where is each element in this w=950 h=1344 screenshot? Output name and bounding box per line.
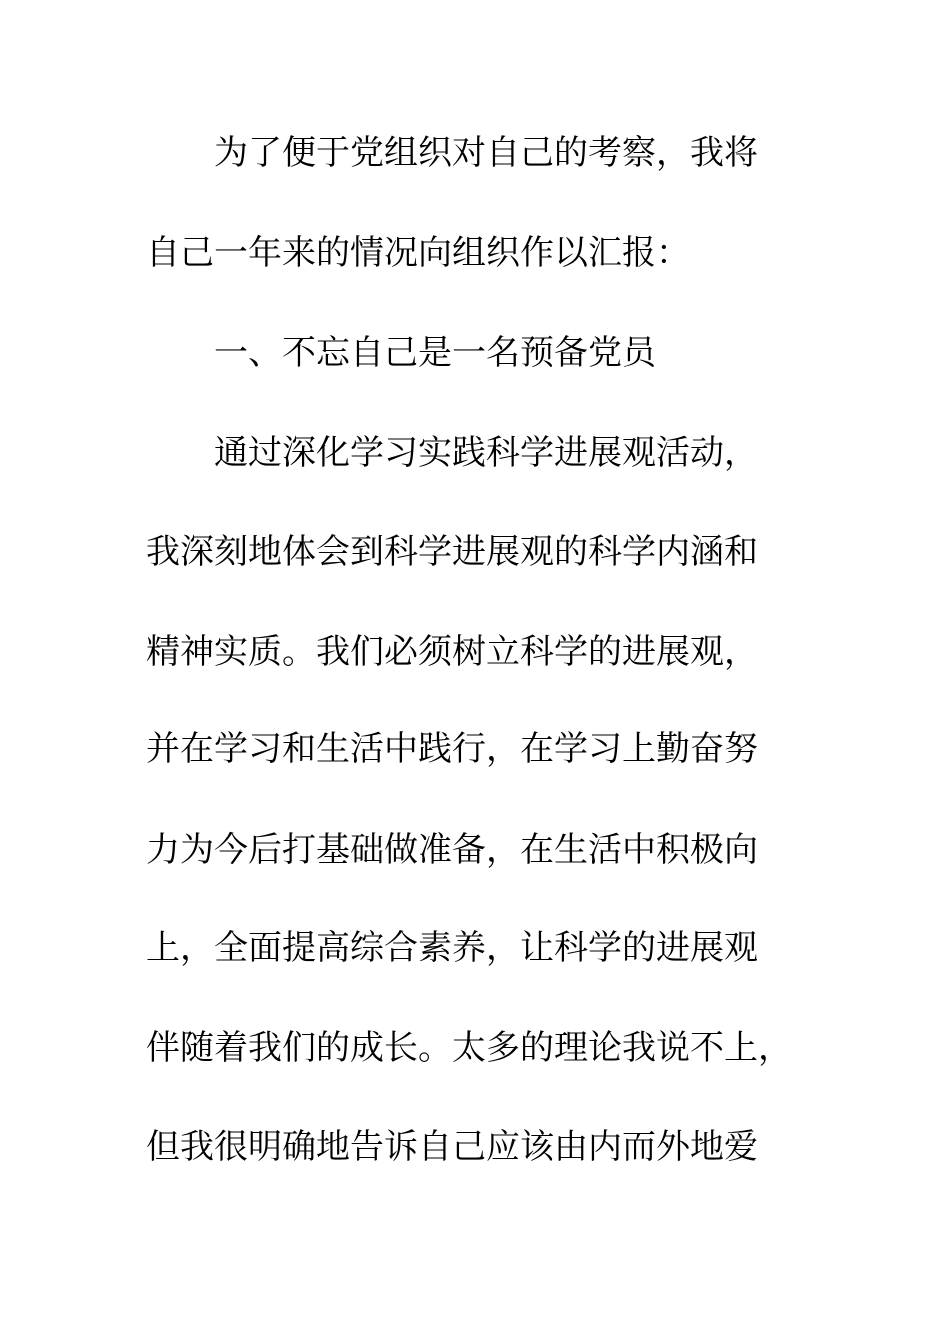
text-line-4: 通过深化学习实践科学进展观活动， — [214, 433, 758, 473]
text-line-1: 为了便于党组织对自己的考察，我将 — [214, 133, 758, 173]
text-line-5: 我深刻地体会到科学进展观的科学内涵和 — [146, 532, 758, 572]
text-line-6: 精神实质。我们必须树立科学的进展观， — [146, 632, 758, 672]
text-line-11: 但我很明确地告诉自己应该由内而外地爱 — [146, 1127, 758, 1167]
text-line-10: 伴随着我们的成长。太多的理论我说不上， — [146, 1028, 792, 1068]
text-line-7: 并在学习和生活中践行，在学习上勤奋努 — [146, 729, 758, 769]
text-line-9: 上，全面提高综合素养，让科学的进展观 — [146, 928, 758, 968]
text-line-2: 自己一年来的情况向组织作以汇报： — [146, 233, 690, 273]
text-line-8: 力为今后打基础做准备，在生活中积极向 — [146, 830, 758, 870]
section-heading: 一、不忘自己是一名预备党员 — [214, 333, 656, 373]
